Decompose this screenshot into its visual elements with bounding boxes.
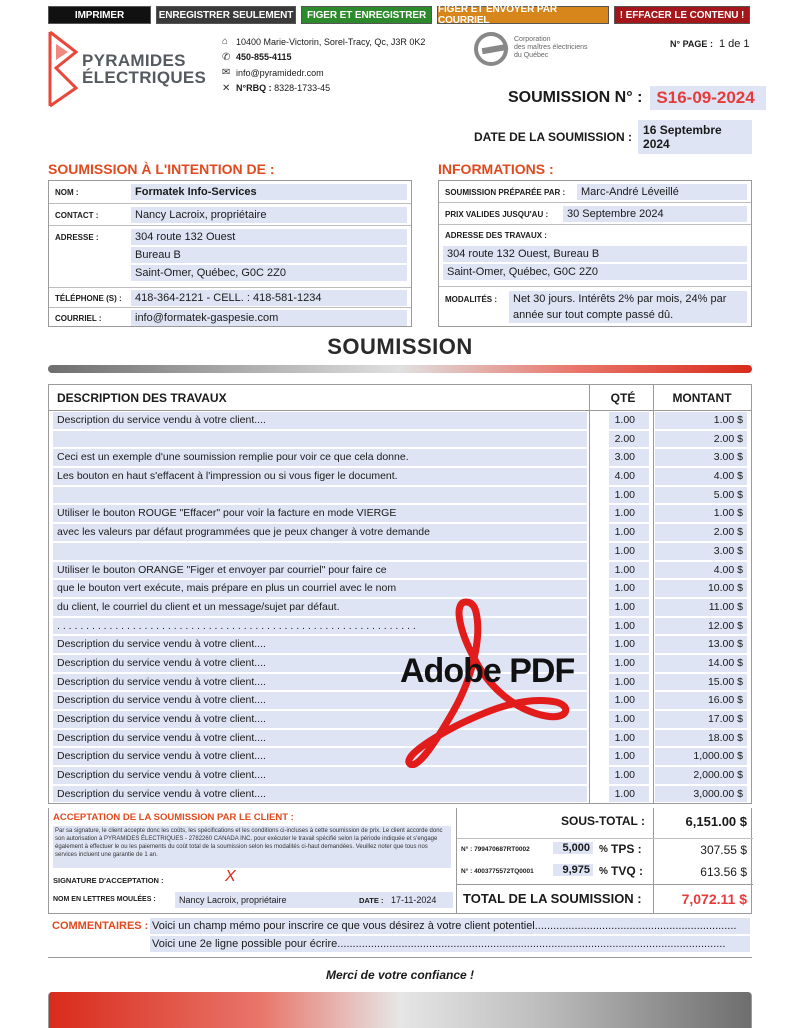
item-qty-field[interactable]: 1.00 bbox=[609, 674, 649, 691]
company-address: 10400 Marie-Victorin, Sorel-Tracy, Qc, J3R 0K2 bbox=[236, 36, 426, 47]
item-qty-field[interactable]: 1.00 bbox=[609, 748, 649, 765]
item-qty-field[interactable]: 1.00 bbox=[609, 487, 649, 504]
acceptance-legal-text: Par sa signature, le client accepte donc les coûts, les spécifications et les conditions ci-incluses à cette soumission de prix. Le client accorde donc son autorisation à PYRAMIDES ÉLECTRIQUES - 2782260 CANADA INC. pour exécuter le travail spécifié selon la période indiquée et s'engage également à effectuer le ou les paiements du coût total de la soumission selon les modalités ci-haut demandées. Veuillez noter que tous nos services incluent une garantie de 1 an. bbox=[53, 826, 451, 868]
item-description-field[interactable]: Description du service vendu à votre client.... bbox=[53, 636, 587, 653]
client-address-label: ADRESSE : bbox=[55, 233, 99, 242]
valid-until-field[interactable]: 30 Septembre 2024 bbox=[563, 206, 747, 222]
table-row bbox=[49, 617, 751, 636]
quote-date-label: DATE DE LA SOUMISSION : bbox=[474, 130, 633, 144]
item-description-field[interactable]: Description du service vendu à votre client.... bbox=[53, 674, 587, 691]
table-row bbox=[49, 691, 751, 710]
comments-line[interactable]: Voici un champ mémo pour inscrire ce que vous désirez à votre client potentiel.................................................................. bbox=[150, 918, 750, 934]
table-row bbox=[49, 598, 751, 617]
item-description-field[interactable]: Description du service vendu à votre client.... bbox=[53, 767, 587, 784]
client-address-line[interactable]: Saint-Omer, Québec, G0C 2Z0 bbox=[131, 265, 407, 281]
total-label: TOTAL DE LA SOUMISSION : bbox=[463, 891, 642, 906]
item-amount-field[interactable]: 18.00 $ bbox=[655, 730, 747, 747]
tools-icon: ✕ bbox=[222, 82, 231, 94]
quote-number bbox=[508, 86, 766, 110]
item-amount-field[interactable]: 16.00 $ bbox=[655, 692, 747, 709]
info-box bbox=[438, 180, 752, 327]
decorative-divider bbox=[48, 365, 752, 373]
quote-date bbox=[474, 120, 752, 154]
quote-number-label: SOUMISSION N° : bbox=[508, 89, 643, 106]
table-row bbox=[49, 523, 751, 542]
acceptance-box bbox=[49, 808, 457, 914]
item-qty-field[interactable]: 1.00 bbox=[609, 711, 649, 728]
item-qty-field[interactable]: 1.00 bbox=[609, 412, 649, 429]
item-amount-field[interactable]: 17.00 $ bbox=[655, 711, 747, 728]
freeze-save-button[interactable]: FIGER ET ENREGISTRER bbox=[301, 6, 432, 24]
summary-section bbox=[48, 808, 752, 914]
table-row bbox=[49, 504, 751, 523]
item-description-field[interactable]: Utiliser le bouton ROUGE "Effacer" pour voir la facture en mode VIERGE bbox=[53, 505, 587, 522]
item-qty-field[interactable]: 1.00 bbox=[609, 524, 649, 541]
table-row bbox=[49, 635, 751, 654]
acceptance-title: ACCEPTATION DE LA SOUMISSION PAR LE CLIENT : bbox=[53, 812, 294, 823]
item-amount-field[interactable]: 13.00 $ bbox=[655, 636, 747, 653]
table-row bbox=[49, 673, 751, 692]
tvq-rate-field[interactable]: 9,975 bbox=[553, 864, 593, 876]
percent-sign: % bbox=[599, 844, 608, 855]
item-qty-field[interactable]: 1.00 bbox=[609, 505, 649, 522]
freeze-email-button[interactable]: FIGER ET ENVOYER PAR COURRIEL bbox=[437, 6, 609, 24]
col-amount-header: MONTANT bbox=[672, 391, 732, 405]
page-number bbox=[670, 38, 750, 50]
company-email: info@pyramidedr.com bbox=[236, 67, 324, 78]
valid-until-label: PRIX VALIDES JUSQU'AU : bbox=[445, 210, 549, 219]
tps-rate-field[interactable]: 5,000 bbox=[553, 842, 593, 854]
item-description-field[interactable]: Description du service vendu à votre client.... bbox=[53, 692, 587, 709]
tvq-registration: N° : 4003775572TQ0001 bbox=[461, 868, 534, 875]
table-row bbox=[49, 729, 751, 748]
tps-registration: N° : 799470687RT0002 bbox=[461, 846, 530, 853]
client-email-field[interactable]: info@formatek-gaspesie.com bbox=[131, 310, 407, 326]
works-address-line[interactable]: 304 route 132 Ouest, Bureau B bbox=[443, 246, 747, 262]
cmeq-line: des maîtres électriciens bbox=[514, 44, 588, 51]
table-row bbox=[49, 448, 751, 467]
tps-value: 307.55 $ bbox=[700, 843, 747, 857]
table-row bbox=[49, 785, 751, 804]
comments-line[interactable]: Voici une 2e ligne possible pour écrire............................................................................................................................... bbox=[150, 936, 750, 952]
client-email-label: COURRIEL : bbox=[55, 314, 102, 323]
item-amount-field[interactable]: 4.00 $ bbox=[655, 562, 747, 579]
item-description-field[interactable]: . . . . . . . . . . . . . . . . . . . . . . . . . . . . . . . . . . . . . . . . . . . . . . . . . . . . . . . . . . . . . . bbox=[53, 618, 587, 635]
item-description-field[interactable]: Description du service vendu à votre client.... bbox=[53, 711, 587, 728]
rbq-label: N°RBQ : bbox=[236, 83, 272, 94]
works-address-label: ADRESSE DES TRAVAUX : bbox=[445, 231, 547, 240]
totals-box bbox=[457, 808, 753, 914]
item-description-field[interactable]: avec les valeurs par défaut programmées que je peux changer à votre demande bbox=[53, 524, 587, 541]
decorative-divider bbox=[48, 992, 752, 1028]
table-row bbox=[49, 766, 751, 785]
adobe-pdf-text: Adobe PDF bbox=[400, 652, 575, 690]
comments-section bbox=[48, 914, 752, 958]
item-description-field[interactable] bbox=[53, 431, 587, 448]
item-qty-field[interactable]: 1.00 bbox=[609, 692, 649, 709]
item-amount-field[interactable]: 1.00 $ bbox=[655, 505, 747, 522]
company-name: PYRAMIDES ÉLECTRIQUES bbox=[82, 51, 207, 87]
item-qty-field[interactable]: 1.00 bbox=[609, 786, 649, 803]
cmeq-line: du Québec bbox=[514, 52, 549, 59]
item-amount-field[interactable]: 3,000.00 $ bbox=[655, 786, 747, 803]
works-address-line[interactable]: Saint-Omer, Québec, G0C 2Z0 bbox=[443, 264, 747, 280]
item-description-field[interactable]: Les bouton en haut s'effacent à l'impression ou si vous figer le document. bbox=[53, 468, 587, 485]
cmeq-emblem-icon bbox=[474, 32, 508, 66]
subtotal-label: SOUS-TOTAL : bbox=[561, 814, 645, 828]
item-description-field[interactable]: du client, le courriel du client et un message/sujet par défaut. bbox=[53, 599, 587, 616]
table-body bbox=[49, 411, 751, 803]
item-qty-field[interactable]: 1.00 bbox=[609, 618, 649, 635]
table-row bbox=[49, 430, 751, 449]
terms-line[interactable]: Net 30 jours. Intérêts 2% par mois, 24% par bbox=[509, 291, 747, 307]
item-amount-field[interactable]: 11.00 $ bbox=[655, 599, 747, 616]
table-row bbox=[49, 579, 751, 598]
comments-label: COMMENTAIRES : bbox=[52, 920, 149, 932]
item-description-field[interactable]: Utiliser le bouton ORANGE "Figer et envoyer par courriel" pour faire ce bbox=[53, 562, 587, 579]
pyramid-logo-icon bbox=[48, 30, 78, 108]
client-address-line[interactable]: 304 route 132 Ouest bbox=[131, 229, 407, 245]
terms-line[interactable]: année sur tout compte passé dû. bbox=[509, 307, 747, 323]
item-qty-field[interactable]: 3.00 bbox=[609, 449, 649, 466]
company-phone: 450-855-4115 bbox=[236, 52, 292, 63]
item-amount-field[interactable]: 5.00 $ bbox=[655, 487, 747, 504]
item-description-field[interactable]: Description du service vendu à votre client.... bbox=[53, 748, 587, 765]
item-qty-field[interactable]: 1.00 bbox=[609, 636, 649, 653]
item-amount-field[interactable]: 3.00 $ bbox=[655, 449, 747, 466]
percent-sign: % bbox=[599, 866, 608, 877]
item-amount-field[interactable]: 2,000.00 $ bbox=[655, 767, 747, 784]
home-icon: ⌂ bbox=[222, 36, 229, 48]
mail-icon: ✉ bbox=[222, 67, 231, 79]
quote-date-field[interactable]: 16 Septembre 2024 bbox=[638, 120, 752, 154]
item-qty-field[interactable]: 1.00 bbox=[609, 580, 649, 597]
item-qty-field[interactable]: 1.00 bbox=[609, 655, 649, 672]
item-qty-field[interactable]: 1.00 bbox=[609, 543, 649, 560]
client-contact-label: CONTACT : bbox=[55, 211, 99, 220]
info-section-title: INFORMATIONS : bbox=[438, 161, 554, 177]
acceptance-date-label: DATE : bbox=[359, 896, 384, 905]
table-row bbox=[49, 411, 751, 430]
clear-content-button[interactable]: ! EFFACER LE CONTENU ! bbox=[614, 6, 750, 24]
item-qty-field[interactable]: 2.00 bbox=[609, 431, 649, 448]
item-qty-field[interactable]: 1.00 bbox=[609, 767, 649, 784]
client-phone-label: TÉLÉPHONE (S) : bbox=[55, 294, 122, 303]
item-qty-field[interactable]: 1.00 bbox=[609, 562, 649, 579]
signature-field[interactable]: X bbox=[225, 868, 236, 885]
page-number-label: N° PAGE : bbox=[670, 39, 713, 49]
tvq-value: 613.56 $ bbox=[700, 865, 747, 879]
thank-you-message: Merci de votre confiance ! bbox=[325, 968, 475, 982]
item-amount-field[interactable]: 2.00 $ bbox=[655, 431, 747, 448]
terms-label: MODALITÉS : bbox=[445, 295, 497, 304]
item-description-field[interactable]: Description du service vendu à votre client.... bbox=[53, 730, 587, 747]
company-contact bbox=[222, 34, 442, 96]
table-row bbox=[49, 654, 751, 673]
client-phone-field[interactable]: 418-364-2121 - CELL. : 418-581-1234 bbox=[131, 290, 407, 306]
rbq-number: 8328-1733-45 bbox=[274, 83, 331, 94]
col-description-header: DESCRIPTION DES TRAVAUX bbox=[57, 391, 227, 405]
table-row bbox=[49, 542, 751, 561]
printed-name-label: NOM EN LETTRES MOULÉES : bbox=[53, 896, 156, 903]
item-amount-field[interactable]: 3.00 $ bbox=[655, 543, 747, 560]
printed-name-field[interactable]: Nancy Lacroix, propriétaire bbox=[175, 892, 397, 908]
client-section-title: SOUMISSION À L'INTENTION DE : bbox=[48, 161, 275, 177]
page-number-value: 1 de 1 bbox=[718, 38, 750, 50]
item-description-field[interactable]: Description du service vendu à votre client.... bbox=[53, 412, 587, 429]
tps-label: TPS : bbox=[611, 842, 642, 856]
client-address-line[interactable]: Bureau B bbox=[131, 247, 407, 263]
print-button[interactable]: IMPRIMER bbox=[48, 6, 151, 24]
col-qty-header: QTÉ bbox=[610, 391, 636, 405]
item-amount-field[interactable]: 1,000.00 $ bbox=[655, 748, 747, 765]
page-title: SOUMISSION bbox=[327, 334, 473, 359]
save-only-button[interactable]: ENREGISTRER SEULEMENT bbox=[156, 6, 296, 24]
prepared-by-field[interactable]: Marc-André Léveillé bbox=[577, 184, 747, 200]
item-description-field[interactable]: Ceci est un exemple d'une soumission remplie pour voir ce que cela donne. bbox=[53, 449, 587, 466]
action-toolbar bbox=[48, 6, 752, 24]
client-name-label: NOM : bbox=[55, 188, 79, 197]
cmeq-logo bbox=[474, 32, 614, 68]
item-description-field[interactable] bbox=[53, 543, 587, 560]
items-table bbox=[48, 384, 752, 804]
signature-label: SIGNATURE D'ACCEPTATION : bbox=[53, 876, 164, 885]
table-row bbox=[49, 486, 751, 505]
item-amount-field[interactable]: 1.00 $ bbox=[655, 412, 747, 429]
total-value: 7,072.11 $ bbox=[681, 891, 747, 907]
prepared-by-label: SOUMISSION PRÉPARÉE PAR : bbox=[445, 188, 566, 197]
item-amount-field[interactable]: 12.00 $ bbox=[655, 618, 747, 635]
quote-number-field[interactable]: S16-09-2024 bbox=[650, 86, 766, 110]
table-row bbox=[49, 467, 751, 486]
client-contact-field[interactable]: Nancy Lacroix, propriétaire bbox=[131, 207, 407, 223]
table-header bbox=[49, 385, 751, 411]
item-qty-field[interactable]: 1.00 bbox=[609, 730, 649, 747]
subtotal-value: 6,151.00 $ bbox=[685, 814, 747, 829]
cmeq-line: Corporation bbox=[514, 36, 551, 43]
client-name-field[interactable]: Formatek Info-Services bbox=[131, 184, 407, 200]
tvq-label: TVQ : bbox=[611, 864, 643, 878]
table-row bbox=[49, 561, 751, 580]
client-box bbox=[48, 180, 412, 327]
acceptance-date-field[interactable]: 17-11-2024 bbox=[387, 892, 453, 908]
item-description-field[interactable]: que le bouton vert exécute, mais prépare en plus un courriel avec le nom bbox=[53, 580, 587, 597]
phone-icon: ✆ bbox=[222, 51, 231, 63]
table-row bbox=[49, 747, 751, 766]
item-description-field[interactable]: Description du service vendu à votre client.... bbox=[53, 786, 587, 803]
item-description-field[interactable] bbox=[53, 487, 587, 504]
company-logo bbox=[48, 30, 218, 108]
item-amount-field[interactable]: 10.00 $ bbox=[655, 580, 747, 597]
item-qty-field[interactable]: 4.00 bbox=[609, 468, 649, 485]
item-amount-field[interactable]: 15.00 $ bbox=[655, 674, 747, 691]
item-amount-field[interactable]: 14.00 $ bbox=[655, 655, 747, 672]
item-description-field[interactable]: Description du service vendu à votre client.... bbox=[53, 655, 587, 672]
table-row bbox=[49, 710, 751, 729]
item-amount-field[interactable]: 2.00 $ bbox=[655, 524, 747, 541]
item-amount-field[interactable]: 4.00 $ bbox=[655, 468, 747, 485]
item-qty-field[interactable]: 1.00 bbox=[609, 599, 649, 616]
